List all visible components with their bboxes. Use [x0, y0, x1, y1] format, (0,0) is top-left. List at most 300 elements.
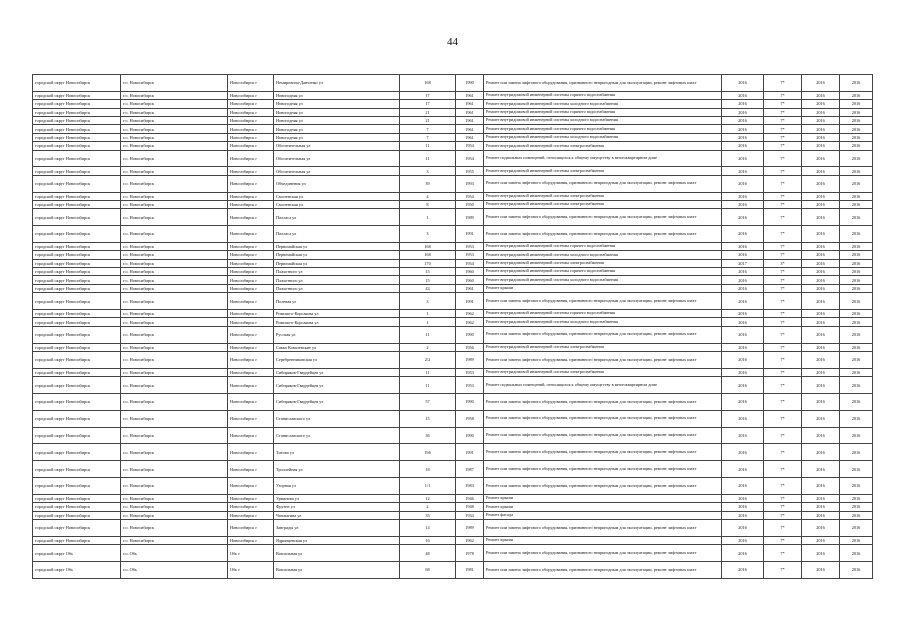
cell-y1: 2016	[722, 226, 764, 243]
cell-q: 7*	[764, 293, 802, 310]
cell-house: 168	[400, 242, 456, 250]
cell-settlement: Новосибирск г	[228, 167, 274, 175]
cell-work: Ремонт внутридомовой инженерной системы электроснабжения	[484, 259, 722, 267]
cell-q: 7*	[764, 444, 802, 461]
cell-y2: 2016	[802, 368, 840, 376]
cell-street: Урманова ул	[274, 494, 400, 502]
cell-work: Ремонт крыши	[484, 284, 722, 292]
cell-district: городской округ Новосибирск	[33, 352, 121, 369]
cell-house: 168	[400, 75, 456, 92]
cell-year: 1960	[456, 268, 484, 276]
cell-y3: 2016	[840, 209, 873, 226]
cell-house: 1	[400, 209, 456, 226]
cell-street: Смоленская ул	[274, 200, 400, 208]
cell-year: 1954	[456, 142, 484, 150]
cell-y2: 2016	[802, 310, 840, 318]
table-row	[33, 318, 873, 326]
cell-y2: 2016	[802, 494, 840, 502]
cell-work: Ремонт или замена лифтового оборудования, признанного непригодным для эксплуатации, ремонт лифтовых шахт	[484, 75, 722, 92]
table-row	[33, 175, 873, 192]
cell-settlement: Новосибирск г	[228, 326, 274, 343]
cell-municipality: г.о. Обь	[121, 545, 228, 562]
cell-y1: 2016	[722, 91, 764, 99]
cell-district: городской округ Новосибирск	[33, 503, 121, 511]
cell-settlement: Новосибирск г	[228, 377, 274, 394]
cell-municipality: г.о. Новосибирск	[121, 377, 228, 394]
cell-street: Обогатительная ул	[274, 150, 400, 167]
cell-y2: 2016	[802, 251, 840, 259]
cell-y2: 2016	[802, 91, 840, 99]
cell-y1: 2016	[722, 142, 764, 150]
table-row	[33, 393, 873, 410]
cell-house: 11	[400, 377, 456, 394]
cell-municipality: г.о. Новосибирск	[121, 444, 228, 461]
cell-y3: 2016	[840, 116, 873, 124]
cell-district: городской округ Новосибирск	[33, 150, 121, 167]
cell-settlement: Обь г	[228, 561, 274, 578]
cell-y1: 2016	[722, 175, 764, 192]
cell-y3: 2016	[840, 444, 873, 461]
cell-work: Ремонт или замена лифтового оборудования, признанного непригодным для эксплуатации, ремонт лифтовых шахт	[484, 326, 722, 343]
cell-work: Ремонт крыши	[484, 536, 722, 544]
cell-municipality: г.о. Новосибирск	[121, 116, 228, 124]
cell-district: городской округ Новосибирск	[33, 343, 121, 351]
cell-work: Ремонт или замена лифтового оборудования, признанного непригодным для эксплуатации, ремонт лифтовых шахт	[484, 352, 722, 369]
cell-y2: 2016	[802, 150, 840, 167]
table-row	[33, 125, 873, 133]
cell-y2: 2016	[802, 519, 840, 536]
cell-house: 8	[400, 200, 456, 208]
cell-work: Ремонт или замена лифтового оборудования, признанного непригодным для эксплуатации, ремонт лифтовых шахт	[484, 410, 722, 427]
cell-street: Сибиряков-Гвардейцев ул	[274, 368, 400, 376]
cell-q: 7*	[764, 352, 802, 369]
cell-street: Русская ул	[274, 326, 400, 343]
cell-district: городской округ Новосибирск	[33, 167, 121, 175]
cell-municipality: г.о. Новосибирск	[121, 284, 228, 292]
cell-municipality: г.о. Новосибирск	[121, 343, 228, 351]
cell-district: городской округ Новосибирск	[33, 511, 121, 519]
cell-year: 1950	[456, 200, 484, 208]
table-row	[33, 100, 873, 108]
cell-district: городской округ Новосибирск	[33, 284, 121, 292]
cell-municipality: г.о. Новосибирск	[121, 503, 228, 511]
table-row	[33, 410, 873, 427]
cell-y1: 2016	[722, 503, 764, 511]
cell-q: 7*	[764, 276, 802, 284]
cell-q: 7*	[764, 192, 802, 200]
cell-house: 48	[400, 545, 456, 562]
cell-street: Плахотного ул	[274, 268, 400, 276]
cell-y1: 2016	[722, 368, 764, 376]
cell-street: Полевая ул	[274, 293, 400, 310]
capital-repair-table	[32, 74, 873, 579]
cell-house: 7	[400, 133, 456, 141]
cell-municipality: г.о. Новосибирск	[121, 276, 228, 284]
cell-work: Ремонт или замена лифтового оборудования, признанного непригодным для эксплуатации, ремонт лифтовых шахт	[484, 461, 722, 478]
cell-settlement: Новосибирск г	[228, 259, 274, 267]
table-row	[33, 108, 873, 116]
cell-street: Немировича-Данченко ул	[274, 75, 400, 92]
cell-house: 11	[400, 142, 456, 150]
cell-settlement: Новосибирск г	[228, 494, 274, 502]
cell-street: Станиславского ул	[274, 410, 400, 427]
cell-street: Объединения ул	[274, 175, 400, 192]
cell-y1: 2017	[722, 259, 764, 267]
cell-municipality: г.о. Новосибирск	[121, 310, 228, 318]
cell-municipality: г.о. Обь	[121, 561, 228, 578]
cell-work: Ремонт внутридомовой инженерной системы горячего водоснабжения	[484, 310, 722, 318]
cell-street: Троллейная ул	[274, 461, 400, 478]
cell-settlement: Новосибирск г	[228, 226, 274, 243]
cell-district: городской округ Новосибирск	[33, 293, 121, 310]
cell-settlement: Новосибирск г	[228, 125, 274, 133]
table-row	[33, 352, 873, 369]
cell-q: 7*	[764, 284, 802, 292]
cell-work: Ремонт или замена лифтового оборудования, признанного непригодным для эксплуатации, ремонт лифтовых шахт	[484, 175, 722, 192]
table-row	[33, 326, 873, 343]
cell-y3: 2016	[840, 276, 873, 284]
cell-street: Вокзальная ул	[274, 561, 400, 578]
cell-work: Ремонт или замена лифтового оборудования, признанного непригодным для эксплуатации, ремонт лифтовых шахт	[484, 477, 722, 494]
cell-municipality: г.о. Новосибирск	[121, 461, 228, 478]
cell-house: 11	[400, 326, 456, 343]
cell-y1: 2016	[722, 150, 764, 167]
cell-settlement: Новосибирск г	[228, 200, 274, 208]
cell-year: 1954	[456, 259, 484, 267]
cell-district: городской округ Новосибирск	[33, 91, 121, 99]
cell-y3: 2016	[840, 410, 873, 427]
cell-municipality: г.о. Новосибирск	[121, 200, 228, 208]
cell-q: 7*	[764, 519, 802, 536]
cell-q: 7*	[764, 494, 802, 502]
cell-work: Ремонт или замена лифтового оборудования, признанного непригодным для эксплуатации, ремонт лифтовых шахт	[484, 545, 722, 562]
cell-house: 11	[400, 150, 456, 167]
cell-y2: 2016	[802, 192, 840, 200]
cell-district: городской округ Новосибирск	[33, 368, 121, 376]
cell-municipality: г.о. Новосибирск	[121, 352, 228, 369]
cell-y3: 2016	[840, 100, 873, 108]
cell-work: Ремонт или замена лифтового оборудования, признанного непригодным для эксплуатации, ремонт лифтовых шахт	[484, 519, 722, 536]
cell-settlement: Новосибирск г	[228, 343, 274, 351]
cell-q: 7*	[764, 116, 802, 124]
cell-district: городской округ Новосибирск	[33, 75, 121, 92]
cell-y2: 2016	[802, 75, 840, 92]
cell-y2: 2016	[802, 427, 840, 444]
cell-street: Новогодняя ул	[274, 91, 400, 99]
cell-q: 7*	[764, 536, 802, 544]
cell-year: 1953	[456, 251, 484, 259]
cell-house: 2/2	[400, 352, 456, 369]
table-row	[33, 343, 873, 351]
cell-municipality: г.о. Новосибирск	[121, 477, 228, 494]
cell-y3: 2016	[840, 133, 873, 141]
cell-y1: 2016	[722, 511, 764, 519]
cell-q: 7*	[764, 461, 802, 478]
cell-q: 7*	[764, 251, 802, 259]
cell-y1: 2016	[722, 477, 764, 494]
cell-district: городской округ Новосибирск	[33, 200, 121, 208]
cell-y1: 2016	[722, 377, 764, 394]
cell-q: 7*	[764, 175, 802, 192]
cell-municipality: г.о. Новосибирск	[121, 167, 228, 175]
cell-house: 17	[400, 100, 456, 108]
cell-district: городской округ Новосибирск	[33, 259, 121, 267]
cell-y2: 2016	[802, 318, 840, 326]
cell-house: 15	[400, 276, 456, 284]
cell-district: городской округ Новосибирск	[33, 444, 121, 461]
table-row	[33, 116, 873, 124]
cell-q: 7*	[764, 377, 802, 394]
cell-street: Серебренниковская ул	[274, 352, 400, 369]
cell-street: Плахотного ул	[274, 284, 400, 292]
cell-settlement: Новосибирск г	[228, 150, 274, 167]
cell-y1: 2016	[722, 561, 764, 578]
cell-municipality: г.о. Новосибирск	[121, 142, 228, 150]
cell-y3: 2016	[840, 293, 873, 310]
cell-house: 12	[400, 494, 456, 502]
cell-year: 1961	[456, 100, 484, 108]
cell-q: 7*	[764, 200, 802, 208]
cell-settlement: Новосибирск г	[228, 427, 274, 444]
cell-municipality: г.о. Новосибирск	[121, 91, 228, 99]
table-row	[33, 511, 873, 519]
cell-y3: 2016	[840, 142, 873, 150]
cell-q: 7*	[764, 268, 802, 276]
table-row	[33, 477, 873, 494]
cell-settlement: Новосибирск г	[228, 91, 274, 99]
cell-y1: 2016	[722, 393, 764, 410]
cell-street: Новогодняя ул	[274, 133, 400, 141]
table-body	[33, 75, 873, 579]
cell-house: 35	[400, 511, 456, 519]
cell-y3: 2016	[840, 150, 873, 167]
table-row	[33, 142, 873, 150]
cell-year: 1991	[456, 226, 484, 243]
cell-street: Титова ул	[274, 444, 400, 461]
cell-y3: 2016	[840, 242, 873, 250]
cell-municipality: г.о. Новосибирск	[121, 209, 228, 226]
cell-district: городской округ Новосибирск	[33, 377, 121, 394]
cell-q: 7*	[764, 91, 802, 99]
cell-street: Обогатительная ул	[274, 167, 400, 175]
cell-q: 7*	[764, 503, 802, 511]
cell-municipality: г.о. Новосибирск	[121, 293, 228, 310]
cell-y2: 2016	[802, 242, 840, 250]
cell-district: городской округ Новосибирск	[33, 318, 121, 326]
cell-municipality: г.о. Новосибирск	[121, 75, 228, 92]
cell-q: 7*	[764, 310, 802, 318]
cell-district: городской округ Новосибирск	[33, 100, 121, 108]
cell-municipality: г.о. Новосибирск	[121, 427, 228, 444]
cell-street: Вокзальная ул	[274, 545, 400, 562]
cell-district: городской округ Новосибирск	[33, 192, 121, 200]
cell-settlement: Новосибирск г	[228, 310, 274, 318]
cell-street: Занграды ул	[274, 519, 400, 536]
cell-y3: 2016	[840, 268, 873, 276]
cell-year: 1991	[456, 293, 484, 310]
cell-y1: 2016	[722, 461, 764, 478]
cell-year: 1961	[456, 133, 484, 141]
cell-y2: 2016	[802, 377, 840, 394]
cell-y3: 2016	[840, 561, 873, 578]
cell-street: Римского-Корсакова ул	[274, 310, 400, 318]
cell-y1: 2016	[722, 242, 764, 250]
cell-street: Первомайская ул	[274, 259, 400, 267]
cell-y2: 2016	[802, 477, 840, 494]
cell-district: городской округ Новосибирск	[33, 477, 121, 494]
table-row	[33, 444, 873, 461]
cell-district: городской округ Новосибирск	[33, 142, 121, 150]
cell-q: 7*	[764, 209, 802, 226]
cell-work: Ремонт или замена лифтового оборудования, признанного непригодным для эксплуатации, ремонт лифтовых шахт	[484, 293, 722, 310]
cell-municipality: г.о. Новосибирск	[121, 251, 228, 259]
table-row	[33, 536, 873, 544]
cell-house: 15	[400, 410, 456, 427]
cell-settlement: Новосибирск г	[228, 293, 274, 310]
cell-year: 1993	[456, 175, 484, 192]
cell-work: Ремонт крыши	[484, 494, 722, 502]
cell-y1: 2016	[722, 268, 764, 276]
cell-y2: 2016	[802, 561, 840, 578]
cell-q: 7*	[764, 226, 802, 243]
cell-work: Ремонт внутридомовой инженерной системы горячего водоснабжения	[484, 108, 722, 116]
table-row	[33, 293, 873, 310]
cell-house: 17	[400, 91, 456, 99]
cell-year: 1953	[456, 377, 484, 394]
cell-district: городской округ Новосибирск	[33, 268, 121, 276]
cell-house: 3	[400, 293, 456, 310]
cell-y1: 2016	[722, 519, 764, 536]
cell-street: Палласа ул	[274, 226, 400, 243]
cell-house: 21	[400, 116, 456, 124]
cell-district: городской округ Новосибирск	[33, 175, 121, 192]
cell-y2: 2016	[802, 276, 840, 284]
cell-house: 4	[400, 192, 456, 200]
cell-year: 1961	[456, 116, 484, 124]
table-row	[33, 91, 873, 99]
cell-work: Ремонт или замена лифтового оборудования, признанного непригодным для эксплуатации, ремонт лифтовых шахт	[484, 444, 722, 461]
cell-y2: 2016	[802, 326, 840, 343]
cell-y2: 2016	[802, 268, 840, 276]
cell-district: городской округ Новосибирск	[33, 393, 121, 410]
cell-y3: 2016	[840, 352, 873, 369]
table-row	[33, 561, 873, 578]
cell-settlement: Новосибирск г	[228, 503, 274, 511]
table-row	[33, 251, 873, 259]
cell-y1: 2016	[722, 133, 764, 141]
cell-street: Ядринцевская ул	[274, 536, 400, 544]
cell-y1: 2016	[722, 200, 764, 208]
cell-district: городской округ Новосибирск	[33, 209, 121, 226]
cell-y1: 2016	[722, 536, 764, 544]
cell-y3: 2016	[840, 368, 873, 376]
cell-year: 1962	[456, 536, 484, 544]
cell-house: 14	[400, 519, 456, 536]
cell-house: 36	[400, 427, 456, 444]
cell-year: 1934	[456, 511, 484, 519]
cell-q: 7*	[764, 545, 802, 562]
cell-municipality: г.о. Новосибирск	[121, 150, 228, 167]
page-number: 44	[447, 36, 458, 48]
cell-settlement: Новосибирск г	[228, 242, 274, 250]
cell-y3: 2016	[840, 284, 873, 292]
cell-q: 7*	[764, 108, 802, 116]
cell-y2: 2016	[802, 511, 840, 519]
table-row	[33, 226, 873, 243]
cell-work: Ремонт подвальных помещений, относящихся к общему имуществу в многоквартирном доме	[484, 377, 722, 394]
cell-y2: 2016	[802, 410, 840, 427]
cell-y2: 2016	[802, 545, 840, 562]
cell-y1: 2016	[722, 310, 764, 318]
cell-y2: 2016	[802, 293, 840, 310]
cell-house: 170	[400, 259, 456, 267]
cell-settlement: Новосибирск г	[228, 108, 274, 116]
cell-settlement: Новосибирск г	[228, 276, 274, 284]
cell-y1: 2016	[722, 293, 764, 310]
cell-municipality: г.о. Новосибирск	[121, 536, 228, 544]
cell-settlement: Новосибирск г	[228, 519, 274, 536]
cell-y2: 2016	[802, 142, 840, 150]
cell-q: 7*	[764, 125, 802, 133]
cell-y1: 2016	[722, 326, 764, 343]
table-row	[33, 242, 873, 250]
cell-q: 7*	[764, 410, 802, 427]
cell-work: Ремонт или замена лифтового оборудования, признанного непригодным для эксплуатации, ремонт лифтовых шахт	[484, 209, 722, 226]
cell-street: Сибиряков-Гвардейцев ул	[274, 377, 400, 394]
cell-municipality: г.о. Новосибирск	[121, 175, 228, 192]
cell-y2: 2016	[802, 116, 840, 124]
table-row	[33, 545, 873, 562]
cell-year: 1989	[456, 519, 484, 536]
cell-y3: 2016	[840, 545, 873, 562]
cell-work: Ремонт или замена лифтового оборудования, признанного непригодным для эксплуатации, ремонт лифтовых шахт	[484, 393, 722, 410]
cell-y1: 2016	[722, 75, 764, 92]
cell-work: Ремонт внутридомовой инженерной системы электроснабжения	[484, 142, 722, 150]
cell-y2: 2016	[802, 209, 840, 226]
cell-y3: 2016	[840, 343, 873, 351]
cell-settlement: Новосибирск г	[228, 116, 274, 124]
cell-y2: 2016	[802, 284, 840, 292]
cell-street: Станиславского ул	[274, 427, 400, 444]
cell-settlement: Обь г	[228, 545, 274, 562]
cell-street: Чаплыгина ул	[274, 511, 400, 519]
cell-street: Сибиряков-Гвардейцев ул	[274, 393, 400, 410]
cell-y2: 2016	[802, 393, 840, 410]
cell-house: 1	[400, 318, 456, 326]
cell-house: 15	[400, 268, 456, 276]
cell-year: 1991	[456, 444, 484, 461]
cell-y1: 2016	[722, 276, 764, 284]
cell-work: Ремонт внутридомовой инженерной системы электроснабжения	[484, 343, 722, 351]
cell-year: 1961	[456, 108, 484, 116]
cell-y1: 2016	[722, 444, 764, 461]
cell-street: Первомайская ул	[274, 251, 400, 259]
table-row	[33, 310, 873, 318]
cell-district: городской округ Новосибирск	[33, 461, 121, 478]
cell-house: 7	[400, 125, 456, 133]
cell-y1: 2016	[722, 100, 764, 108]
table-row	[33, 75, 873, 92]
table-row	[33, 133, 873, 141]
cell-y2: 2016	[802, 352, 840, 369]
cell-y3: 2016	[840, 461, 873, 478]
cell-street: Первомайская ул	[274, 242, 400, 250]
cell-municipality: г.о. Новосибирск	[121, 242, 228, 250]
cell-y1: 2016	[722, 108, 764, 116]
cell-settlement: Новосибирск г	[228, 75, 274, 92]
cell-year: 1954	[456, 192, 484, 200]
table-row	[33, 461, 873, 478]
